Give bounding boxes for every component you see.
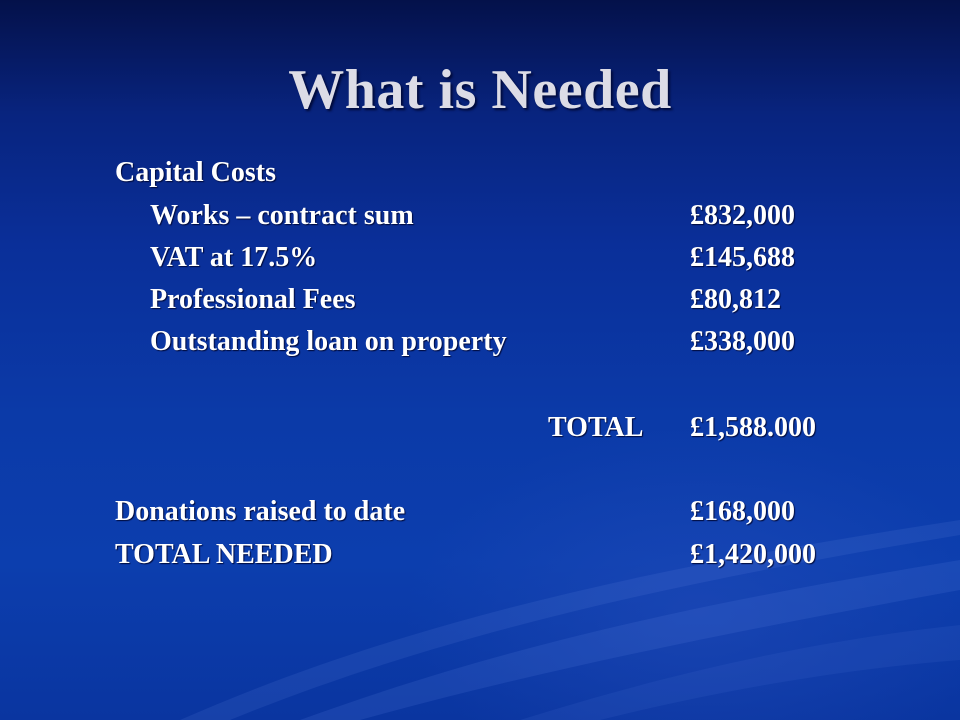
professional-fees-label: Professional Fees xyxy=(150,284,356,315)
total-amount: £1,588.000 xyxy=(690,412,816,443)
capital-costs-heading: Capital Costs xyxy=(115,157,277,188)
total-needed-amount: £1,420,000 xyxy=(690,539,816,570)
donations-label: Donations raised to date xyxy=(115,496,406,527)
professional-fees-amount: £80,812 xyxy=(690,284,781,315)
works-label: Works – contract sum xyxy=(150,200,414,231)
total-label: TOTAL xyxy=(548,412,644,443)
loan-label: Outstanding loan on property xyxy=(150,326,507,357)
slide-title: What is Needed xyxy=(288,59,672,121)
donations-amount: £168,000 xyxy=(690,496,795,527)
vat-label: VAT at 17.5% xyxy=(150,242,318,273)
works-amount: £832,000 xyxy=(690,200,795,231)
loan-amount: £338,000 xyxy=(690,326,795,357)
vat-amount: £145,688 xyxy=(690,242,795,273)
total-needed-label: TOTAL NEEDED xyxy=(115,539,333,570)
